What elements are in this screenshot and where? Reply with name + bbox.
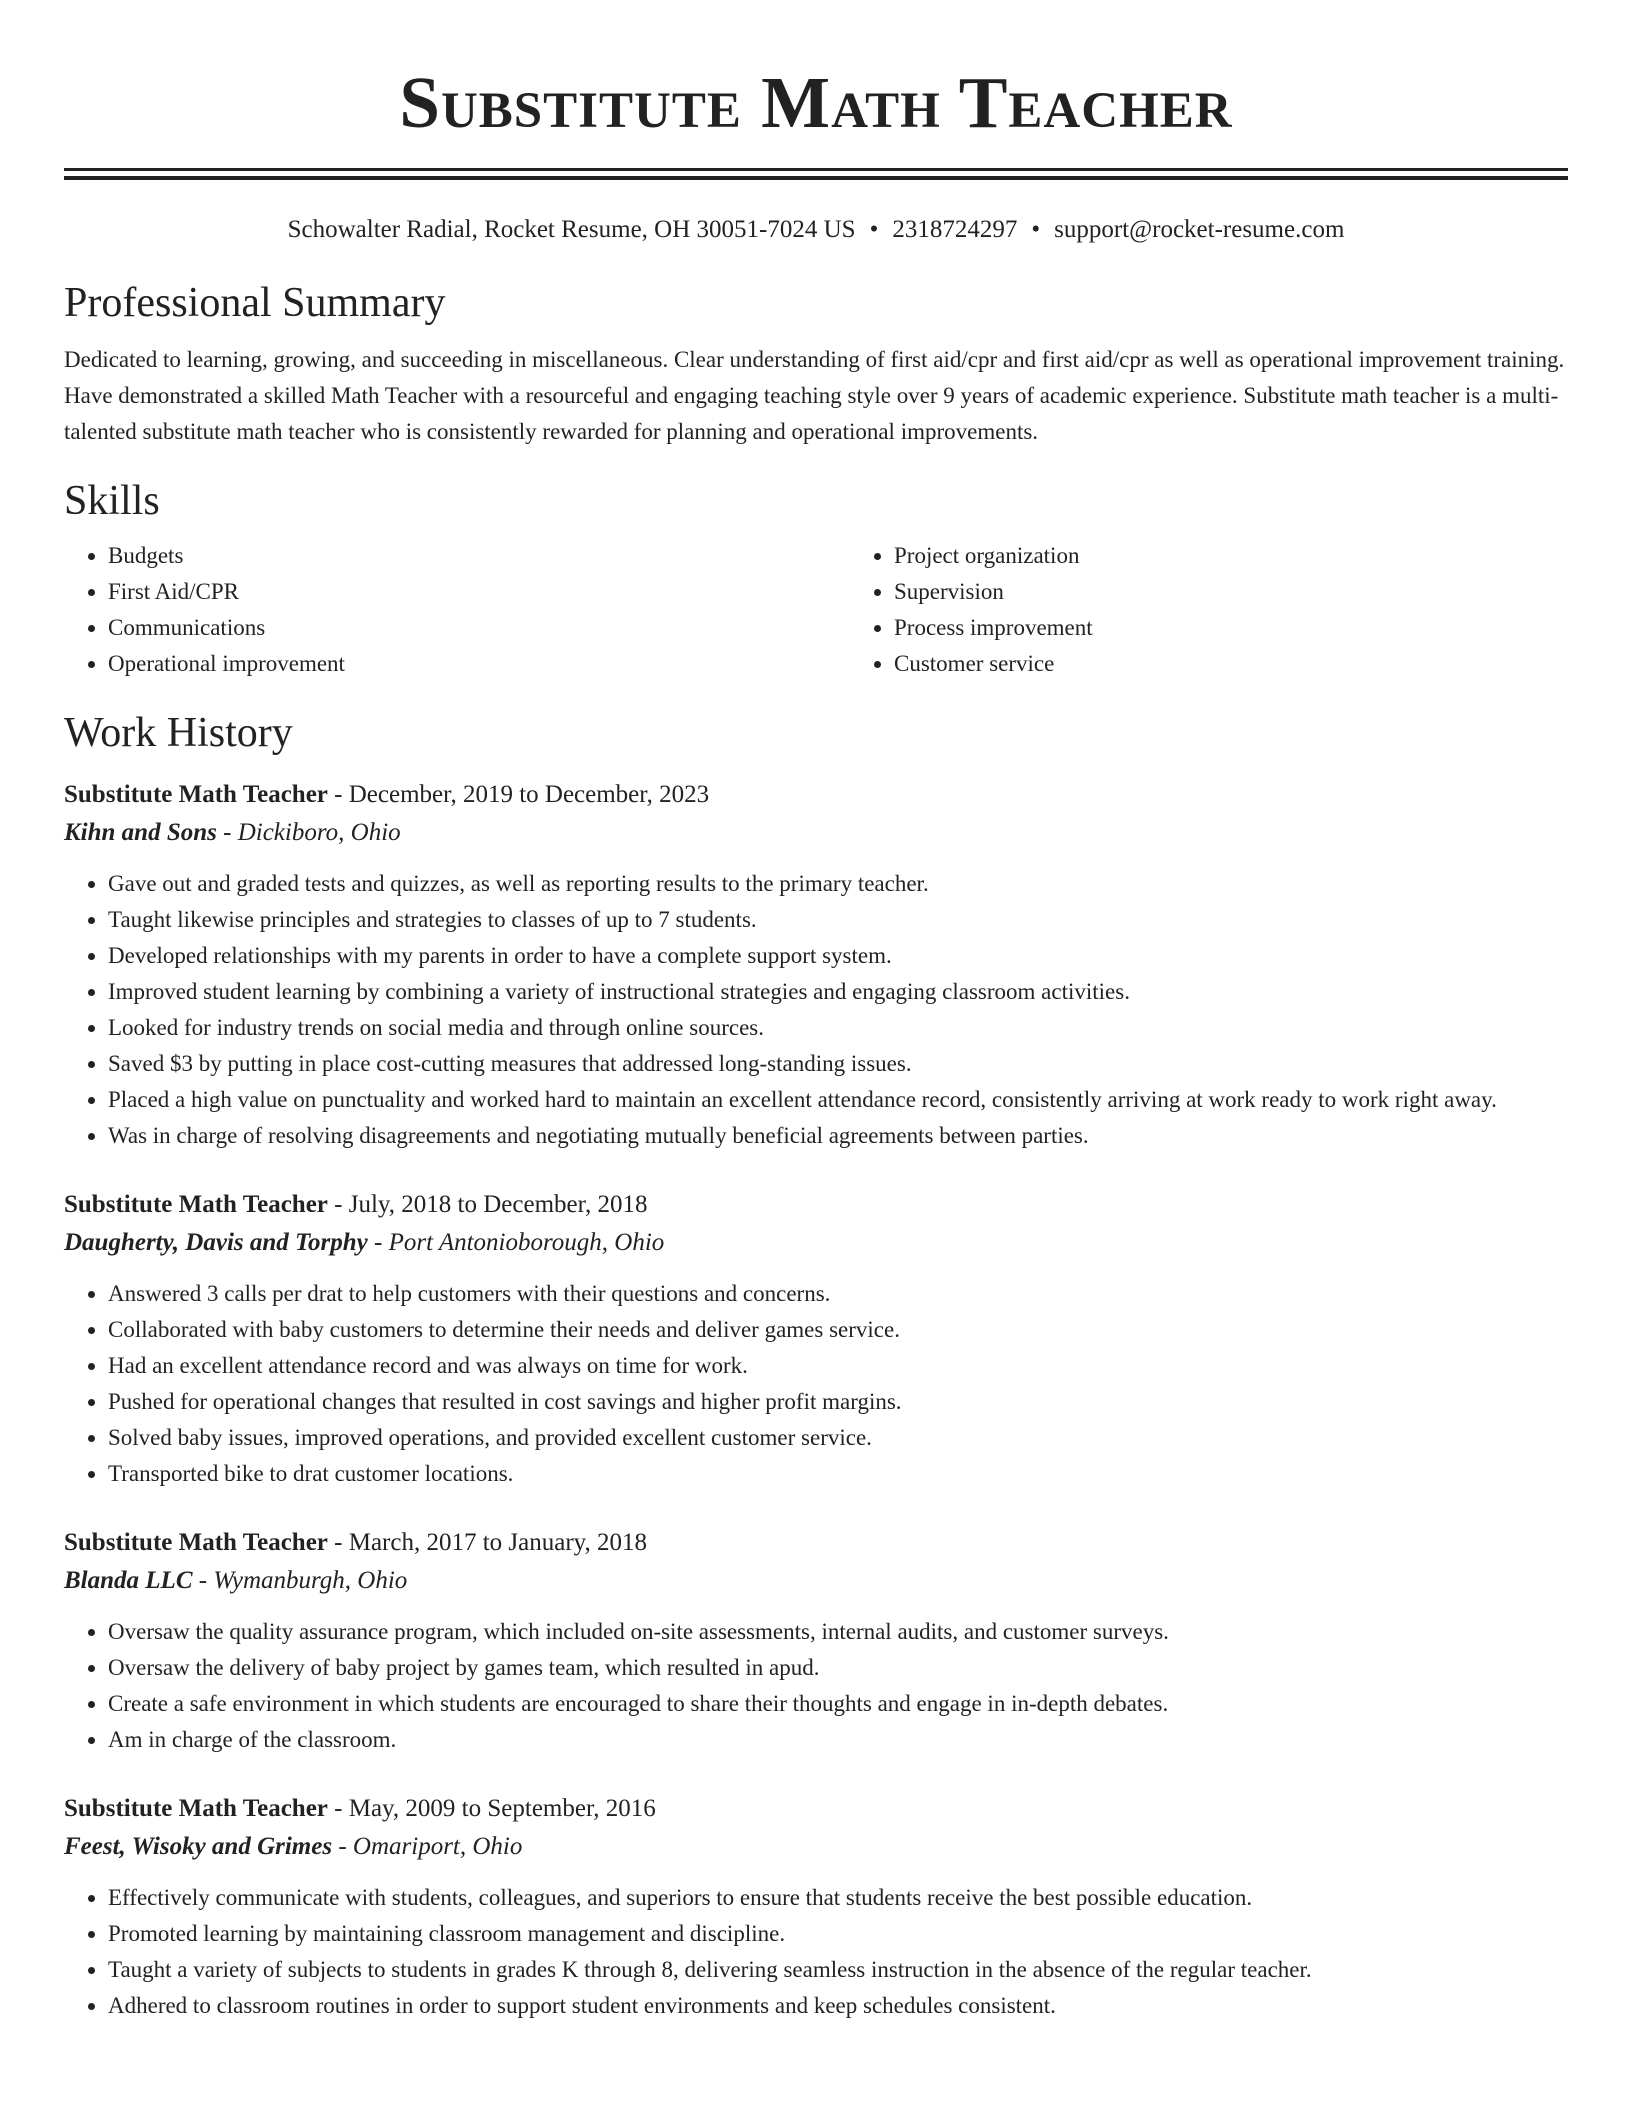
job-company: Daugherty, Davis and Torphy: [64, 1229, 368, 1256]
job-location: Wymanburgh, Ohio: [213, 1567, 408, 1594]
duty-item: • Effectively communicate with students, colleagues, and superiors to ensure that students receive the best possible education.: [108, 1880, 1568, 1916]
duty-item: • Adhered to classroom routines in order to support student environments and keep schedules consistent.: [108, 1988, 1568, 2024]
skill-item: • Budgets: [108, 538, 850, 574]
job-duties: [64, 866, 1568, 1154]
job-location: Port Antonioborough, Ohio: [388, 1229, 665, 1256]
duty-item: • Looked for industry trends on social media and through online sources.: [108, 1010, 1568, 1046]
contact-email: support@rocket-resume.com: [1054, 216, 1345, 243]
job-entry: [64, 776, 1568, 1154]
duty-item: • Was in charge of resolving disagreements and negotiating mutually beneficial agreements between parties.: [108, 1118, 1568, 1154]
job-company: Blanda LLC: [64, 1567, 193, 1594]
job-entry: [64, 1186, 1568, 1492]
contact-phone: 2318724297: [892, 216, 1018, 243]
summary-text: Dedicated to learning, growing, and succeeding in miscellaneous. Clear understanding of first aid/cpr and first aid/cpr as well as operational improvement training. Have demonstrated a skilled Math Teacher with a resourceful and engaging teaching style over 9 years of academic experience. Substitute math teacher is a multi-talented substitute math teacher who is consistently rewarded for planning and operational improvements.: [64, 347, 1565, 444]
contact-address: Schowalter Radial, Rocket Resume, OH 30051-7024 US: [287, 216, 856, 243]
job-company-line: Blanda LLC - Wymanburgh, Ohio: [64, 1567, 408, 1594]
job-entry: [64, 1790, 1568, 2024]
job-dates: March, 2017 to January, 2018: [348, 1529, 648, 1556]
contact-separator: •: [869, 216, 879, 243]
job-company: Kihn and Sons: [64, 819, 217, 846]
job-company: Feest, Wisoky and Grimes: [64, 1833, 333, 1860]
duty-item: • Promoted learning by maintaining classroom management and discipline.: [108, 1916, 1568, 1952]
skills-heading: Skills: [64, 478, 160, 524]
skills-list-right: [850, 538, 1632, 682]
duty-item: • Oversaw the delivery of baby project by games team, which resulted in apud.: [108, 1650, 1568, 1686]
contact-separator: •: [1031, 216, 1041, 243]
job-title-line: Substitute Math Teacher - July, 2018 to December, 2018: [64, 1191, 648, 1218]
duty-item: • Answered 3 calls per drat to help customers with their questions and concerns.: [108, 1276, 1568, 1312]
contact-line: [64, 214, 1568, 246]
skill-item: • Process improvement: [894, 610, 1632, 646]
job-duties: [64, 1880, 1568, 2024]
duty-item: • Taught likewise principles and strategies to classes of up to 7 students.: [108, 902, 1568, 938]
job-entry: [64, 1524, 1568, 1758]
job-title: Substitute Math Teacher: [64, 1191, 328, 1218]
duty-item: • Pushed for operational changes that resulted in cost savings and higher profit margins.: [108, 1384, 1568, 1420]
skill-item: • Customer service: [894, 646, 1632, 682]
skill-item: • Project organization: [894, 538, 1632, 574]
duty-item: • Taught a variety of subjects to students in grades K through 8, delivering seamless instruction in the absence of the regular teacher.: [108, 1952, 1568, 1988]
duty-item: • Am in charge of the classroom.: [108, 1722, 1568, 1758]
job-dates: July, 2018 to December, 2018: [348, 1191, 648, 1218]
job-company-line: Kihn and Sons - Dickiboro, Ohio: [64, 819, 401, 846]
duty-item: • Had an excellent attendance record and was always on time for work.: [108, 1348, 1568, 1384]
job-dates: December, 2019 to December, 2023: [348, 781, 710, 808]
job-title: Substitute Math Teacher: [64, 1529, 328, 1556]
duty-item: • Collaborated with baby customers to determine their needs and deliver games service.: [108, 1312, 1568, 1348]
summary-heading: Professional Summary: [64, 280, 446, 326]
job-title-line: Substitute Math Teacher - March, 2017 to January, 2018: [64, 1529, 648, 1556]
duty-item: • Gave out and graded tests and quizzes, as well as reporting results to the primary teacher.: [108, 866, 1568, 902]
job-title: Substitute Math Teacher: [64, 781, 328, 808]
job-location: Omariport, Ohio: [352, 1833, 523, 1860]
skill-item: • Operational improvement: [108, 646, 850, 682]
duty-item: • Saved $3 by putting in place cost-cutting measures that addressed long-standing issues.: [108, 1046, 1568, 1082]
job-dates: May, 2009 to September, 2016: [348, 1795, 656, 1822]
skills-columns: [64, 538, 1568, 682]
skill-item: • Supervision: [894, 574, 1632, 610]
resume-page: [64, 0, 1568, 2024]
skills-list-left: [64, 538, 850, 682]
job-company-line: Feest, Wisoky and Grimes - Omariport, Ohio: [64, 1833, 523, 1860]
skill-item: • First Aid/CPR: [108, 574, 850, 610]
duty-item: • Oversaw the quality assurance program, which included on-site assessments, internal audits, and customer surveys.: [108, 1614, 1568, 1650]
skill-item: • Communications: [108, 610, 850, 646]
title-double-rule: [64, 168, 1568, 180]
work-history-heading: Work History: [64, 710, 293, 756]
duty-item: • Placed a high value on punctuality and worked hard to maintain an excellent attendance record, consistently arriving at work ready to work right away.: [108, 1082, 1568, 1118]
job-title: Substitute Math Teacher: [64, 1795, 328, 1822]
duty-item: • Developed relationships with my parents in order to have a complete support system.: [108, 938, 1568, 974]
job-duties: [64, 1614, 1568, 1758]
job-company-line: Daugherty, Davis and Torphy - Port Antonioborough, Ohio: [64, 1229, 665, 1256]
job-title-line: Substitute Math Teacher - May, 2009 to September, 2016: [64, 1795, 656, 1822]
duty-item: • Solved baby issues, improved operations, and provided excellent customer service.: [108, 1420, 1568, 1456]
resume-title: Substitute Math Teacher: [399, 62, 1233, 143]
duty-item: • Create a safe environment in which students are encouraged to share their thoughts and engage in in-depth debates.: [108, 1686, 1568, 1722]
job-location: Dickiboro, Ohio: [237, 819, 401, 846]
job-title-line: Substitute Math Teacher - December, 2019 to December, 2023: [64, 781, 710, 808]
duty-item: • Transported bike to drat customer locations.: [108, 1456, 1568, 1492]
job-duties: [64, 1276, 1568, 1492]
duty-item: • Improved student learning by combining a variety of instructional strategies and engaging classroom activities.: [108, 974, 1568, 1010]
